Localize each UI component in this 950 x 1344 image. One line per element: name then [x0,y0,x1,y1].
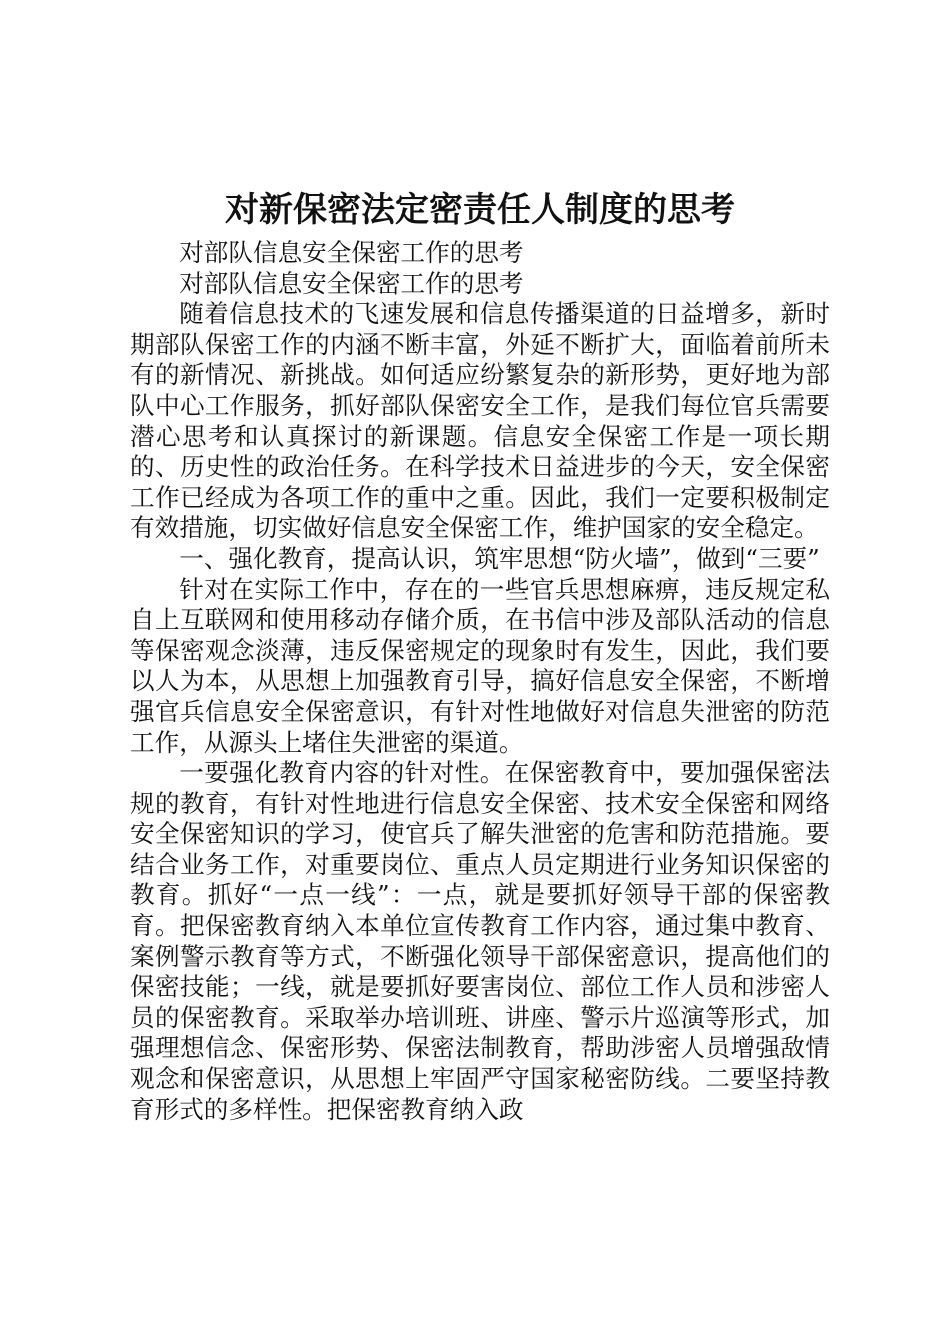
paragraph-intro: 随着信息技术的飞速发展和信息传播渠道的日益增多，新时期部队保密工作的内涵不断丰富，外延不断扩大，面临着前所未有的新情况、新挑战。如何适应纷繁复杂的新形势，更好地为部队中心工作服务，抓好部队保密安全工作，是我们每位官兵需要潜心思考和认真探讨的新课题。信息安全保密工作是一项长期的、历史性的政治任务。在科学技术日益进步的今天，安全保密工作已经成为各项工作的重中之重。因此，我们一定要积极制定有效措施，切实做好信息安全保密工作，维护国家的安全稳定。 [130,299,830,543]
document-page [130,190,830,1125]
section-heading-1: 一、强化教育，提高认识，筑牢思想“防火墙”，做到“三要” [179,543,820,573]
paragraph-subtitle-2: 对部队信息安全保密工作的思考 [179,268,524,298]
paragraph-body-1: 针对在实际工作中，存在的一些官兵思想麻痹，违反规定私自上互联网和使用移动存储介质，在书信中涉及部队活动的信息等保密观念淡薄，违反保密规定的现象时有发生，因此，我们要以人为本，从思想上加强教育引导，搞好信息安全保密，不断增强官兵信息安全保密意识，有针对性地做好对信息失泄密的防范工作，从源头上堵住失泄密的渠道。 [130,574,830,757]
document-title: 对新保密法定密责任人制度的思考 [225,190,735,230]
paragraph-subtitle-1: 对部队信息安全保密工作的思考 [179,238,524,267]
paragraph-body-2: 一要强化教育内容的针对性。在保密教育中，要加强保密法规的教育，有针对性地进行信息安全保密、技术安全保密和网络安全保密知识的学习，使官兵了解失泄密的危害和防范措施。要结合业务工作，对重要岗位、重点人员定期进行业务知识保密的教育。抓好“一点一线”：一点，就是要抓好领导干部的保密教育。把保密教育纳入本单位宣传教育工作内容，通过集中教育、案例警示教育等方式，不断强化领导干部保密意识，提高他们的保密技能；一线，就是要抓好要害岗位、部位工作人员和涉密人员的保密教育。采取举办培训班、讲座、警示片巡演等形式，加强理想信念、保密形势、保密法制教育，帮助涉密人员增强敌情观念和保密意识，从思想上牢固严守国家秘密防线。二要坚持教育形式的多样性。把保密教育纳入政 [130,758,830,1124]
